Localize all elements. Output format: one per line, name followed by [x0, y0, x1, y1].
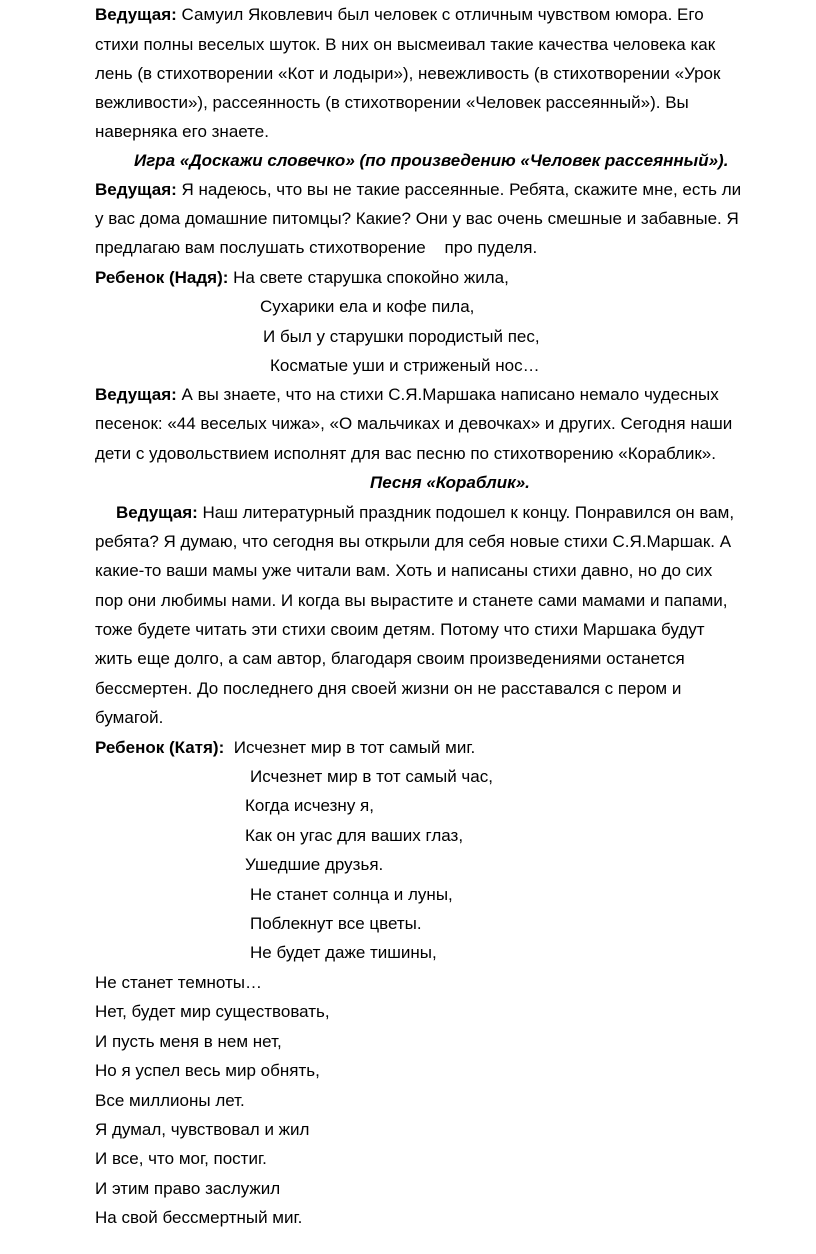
- text-line: у вас дома домашние питомцы? Какие? Они у вас очень смешные и забавные. Я: [95, 209, 739, 228]
- text-line: бессмертен. До последнего дня своей жизни он не расставался с пером и: [95, 679, 682, 698]
- poem-line: На свой бессмертный миг.: [95, 1208, 303, 1227]
- poem-line: Сухарики ела и кофе пила,: [260, 297, 475, 316]
- poem-line: Я думал, чувствовал и жил: [95, 1120, 310, 1139]
- text-line: [116, 503, 734, 523]
- text-line: жить еще долго, а сам автор, благодаря своим произведениями останется: [95, 649, 685, 668]
- poem-line: Когда исчезну я,: [245, 796, 374, 815]
- poem-line: Поблекнут все цветы.: [250, 914, 422, 933]
- text-line: предлагаю вам послушать стихотворение про пуделя.: [95, 238, 538, 257]
- text-content: Наш литературный праздник подошел к концу. Понравился он вам,: [202, 503, 735, 522]
- poem-line: Но я успел весь мир обнять,: [95, 1061, 320, 1080]
- text-line: вежливости»), рассеянность (в стихотворении «Человек рассеянный»). Вы: [95, 93, 689, 112]
- section-heading: Игра «Доскажи словечко» (по произведению «Человек рассеянный»).: [134, 151, 729, 170]
- text-line: [95, 738, 475, 758]
- speaker-label: Ведущая:: [95, 385, 177, 404]
- text-line: наверняка его знаете.: [95, 122, 269, 141]
- text-line: пор они любимы нами. И когда вы вырастите и станете сами мамами и папами,: [95, 591, 728, 610]
- poem-line: И этим право заслужил: [95, 1179, 281, 1198]
- poem-line: Исчезнет мир в тот самый час,: [250, 767, 493, 786]
- text-line: [95, 385, 719, 405]
- speaker-label: Ведущая:: [95, 5, 177, 24]
- speaker-label: Ведущая:: [95, 180, 177, 199]
- text-line: стихи полны веселых шуток. В них он высмеивал такие качества человека как: [95, 35, 716, 54]
- poem-line: Не станет темноты…: [95, 973, 263, 992]
- text-line: [95, 180, 741, 200]
- section-heading: Песня «Кораблик».: [370, 473, 530, 492]
- poem-line: Как он угас для ваших глаз,: [245, 826, 464, 845]
- text-line: лень (в стихотворении «Кот и лодыри»), невежливость (в стихотворении «Урок: [95, 64, 721, 83]
- poem-line: И все, что мог, постиг.: [95, 1149, 267, 1168]
- text-content: Я надеюсь, что вы не такие рассеянные. Ребята, скажите мне, есть ли: [181, 180, 742, 199]
- poem-line: Ушедшие друзья.: [245, 855, 384, 874]
- poem-line: Не будет даже тишины,: [250, 943, 437, 962]
- poem-line: Все миллионы лет.: [95, 1091, 245, 1110]
- text-line: дети с удовольствием исполнят для вас песню по стихотворению «Кораблик».: [95, 444, 716, 463]
- speaker-label: Ребенок (Надя):: [95, 268, 229, 287]
- text-line: [95, 5, 704, 25]
- poem-line: И пусть меня в нем нет,: [95, 1032, 282, 1051]
- text-content: Самуил Яковлевич был человек с отличным чувством юмора. Его: [181, 5, 704, 24]
- poem-line: Нет, будет мир существовать,: [95, 1002, 330, 1021]
- speaker-label: Ведущая:: [116, 503, 198, 522]
- text-line: бумагой.: [95, 708, 164, 727]
- text-line: ребята? Я думаю, что сегодня вы открыли для себя новые стихи С.Я.Маршак. А: [95, 532, 732, 551]
- poem-line: Исчезнет мир в тот самый миг.: [233, 738, 476, 757]
- speaker-label: Ребенок (Катя):: [95, 738, 225, 757]
- poem-line: И был у старушки породистый пес,: [263, 327, 540, 346]
- text-content: А вы знаете, что на стихи С.Я.Маршака написано немало чудесных: [181, 385, 719, 404]
- poem-line: На свете старушка спокойно жила,: [233, 268, 509, 287]
- text-line: песенок: «44 веселых чижа», «О мальчиках и девочках» и других. Сегодня наши: [95, 414, 733, 433]
- poem-line: Не станет солнца и луны,: [250, 885, 453, 904]
- text-line: [95, 268, 509, 288]
- document-page: [95, 0, 815, 1254]
- poem-line: Косматые уши и стриженый нос…: [270, 356, 540, 375]
- text-line: тоже будете читать эти стихи своим детям. Потому что стихи Маршака будут: [95, 620, 705, 639]
- text-line: какие-то ваши мамы уже читали вам. Хоть и написаны стихи давно, но до сих: [95, 561, 713, 580]
